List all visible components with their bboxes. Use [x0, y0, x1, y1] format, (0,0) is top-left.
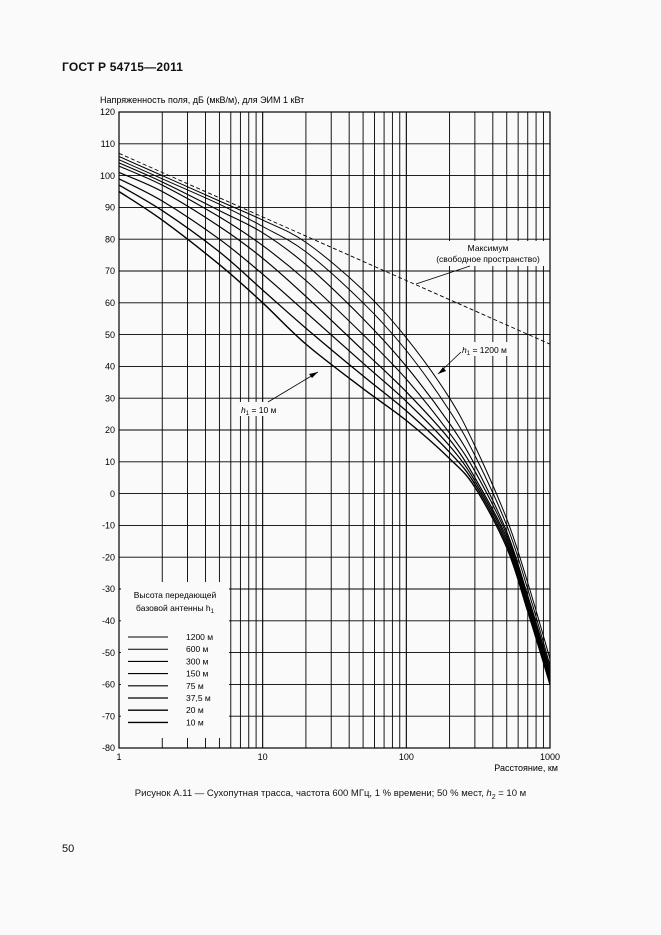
y-tick-label: 20	[104, 425, 115, 436]
y-tick-label: -60	[101, 679, 115, 690]
y-tick-label: -50	[101, 647, 115, 658]
y-tick-label: 110	[100, 139, 115, 149]
legend-entry: 1200 м	[186, 632, 214, 642]
caption-suffix: = 10 м	[495, 788, 527, 799]
y-tick-label: -80	[101, 743, 115, 754]
legend-entry: 150 м	[186, 668, 209, 679]
legend-entry: 10 м	[186, 717, 204, 728]
y-tick-label: 10	[104, 457, 115, 467]
x-tick-label: 1	[116, 752, 122, 762]
x-tick-label: 10	[257, 752, 268, 762]
free-space-label: (свободное пространство)	[436, 254, 540, 264]
y-tick-label: 90	[104, 202, 115, 213]
free-space-annotation	[416, 241, 548, 284]
y-tick-label: 70	[104, 266, 115, 277]
x-axis-label: Расстояние, км	[494, 763, 558, 773]
chart-legend	[121, 582, 229, 738]
y-tick-label: 0	[109, 488, 115, 499]
h1-1200-label: $h_1 = 1200$ м	[462, 345, 507, 357]
legend-entry: 600 м	[186, 644, 209, 655]
legend-title-line2: базовой антенны $h_1$	[136, 603, 214, 615]
legend-entry: 37,5 м	[186, 693, 211, 703]
y-tick-label: 80	[104, 234, 115, 245]
caption-text: Рисунок А.11 — Сухопутная трасса, частота 600 МГц, 1 % времени; 50 % мест,	[134, 788, 487, 799]
max-label: Максимум	[467, 243, 509, 253]
x-tick-label: 1000	[539, 752, 561, 762]
legend-entry: 75 м	[186, 680, 204, 691]
y-tick-label: -70	[101, 711, 115, 722]
y-tick-label: -40	[101, 616, 115, 626]
y-axis-label: Напряженность поля, дБ (мкВ/м), для ЭИМ 1 кВт	[100, 95, 305, 105]
caption-h-sub: 2	[491, 793, 496, 801]
y-tick-label: 100	[99, 170, 115, 181]
figure-caption	[0, 788, 661, 801]
y-tick-label: 50	[104, 329, 115, 340]
legend-title-line1: Высота передающей	[133, 590, 217, 600]
y-tick-label: 120	[99, 107, 115, 118]
page-number: 50	[62, 843, 75, 855]
h1-10-label: $h_1 = 10$ м	[241, 405, 277, 417]
caption-h: h	[486, 788, 492, 799]
document-header: ГОСТ Р 54715—2011	[62, 60, 184, 74]
legend-entry: 20 м	[186, 705, 204, 716]
y-tick-label: 40	[104, 361, 115, 372]
y-tick-label: -30	[101, 584, 115, 595]
y-tick-label: 60	[104, 298, 115, 308]
y-tick-label: -10	[101, 520, 115, 531]
y-tick-label: 30	[104, 393, 115, 404]
legend-entry: 300 м	[186, 656, 209, 667]
x-tick-label: 100	[398, 752, 414, 762]
y-tick-label: -20	[101, 552, 115, 563]
